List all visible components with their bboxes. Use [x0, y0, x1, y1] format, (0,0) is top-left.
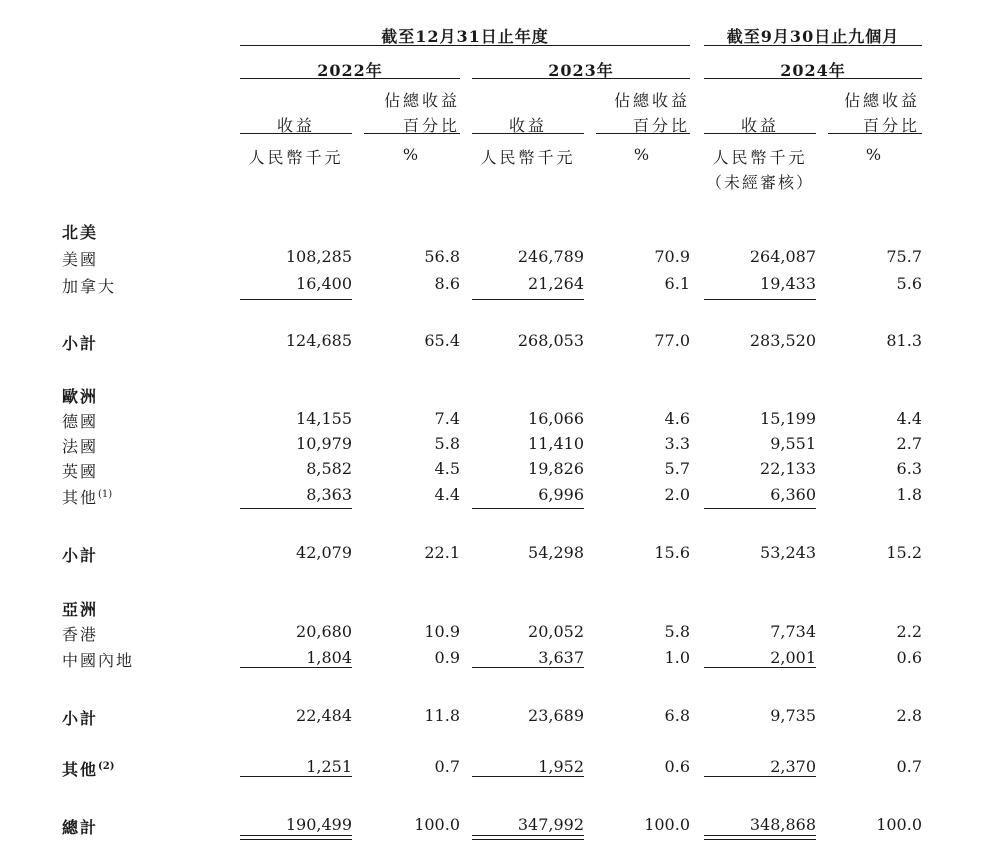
revenue-cell: 348,868 [749, 815, 816, 834]
percentage-cell: 100.0 [644, 815, 690, 834]
revenue-cell: 54,298 [528, 543, 584, 562]
revenue-cell: 2,370 [770, 757, 816, 776]
revenue-rule [240, 133, 352, 134]
percentage-cell: 0.7 [896, 757, 922, 776]
row-label [62, 331, 98, 354]
revenue-cell: 3,637 [538, 648, 584, 667]
revenue-cell: 10,979 [296, 434, 352, 453]
revenue-rule [704, 133, 816, 134]
revenue-cell: 7,734 [770, 622, 816, 641]
pct-label-line1: 佔總收益 [613, 91, 690, 110]
year-rule-2023 [472, 78, 690, 79]
revenue-cell: 19,826 [528, 459, 584, 478]
revenue-cell: 8,363 [306, 485, 352, 504]
percentage-cell: 5.8 [434, 434, 460, 453]
subtotal-rule [472, 299, 584, 300]
row-label [62, 459, 98, 482]
grand-total-double-rule [704, 835, 816, 840]
revenue-cell: 2,001 [770, 648, 816, 667]
percentage-cell: 2.8 [896, 706, 922, 725]
row-label-text: 北美 [62, 223, 99, 242]
row-label-text: 其他 [62, 488, 99, 507]
revenue-cell: 20,680 [296, 622, 352, 641]
row-label-text: 小計 [62, 709, 99, 728]
unit-pct: % [402, 145, 422, 164]
percentage-cell: 10.9 [424, 622, 460, 641]
pct-rule [364, 133, 460, 134]
revenue-rule [472, 133, 584, 134]
percentage-cell: 0.6 [896, 648, 922, 667]
row-label-text: 加拿大 [62, 277, 117, 296]
revenue-cell: 20,052 [528, 622, 584, 641]
row-label-text: 其他 [62, 760, 99, 779]
percentage-cell: 15.6 [654, 543, 690, 562]
percentage-cell: 5.8 [664, 622, 690, 641]
revenue-cell: 53,243 [760, 543, 816, 562]
footnote-marker: (2) [98, 761, 115, 772]
revenue-label: 收益 [276, 116, 315, 135]
percentage-cell: 3.3 [664, 434, 690, 453]
row-label-text: 德國 [62, 412, 99, 431]
row-label [62, 543, 98, 566]
revenue-cell: 15,199 [760, 409, 816, 428]
percentage-cell: 6.3 [896, 459, 922, 478]
year-rule-2022 [240, 78, 460, 79]
unit-rmb: 人民幣千元 [712, 148, 808, 167]
unit-pct: % [865, 145, 885, 164]
row-label-text: 小計 [62, 334, 99, 353]
row-label [62, 434, 98, 457]
subtotal-rule [704, 299, 816, 300]
revenue-cell: 6,360 [770, 485, 816, 504]
subtotal-rule [704, 508, 816, 509]
grand-total-double-rule [472, 835, 584, 840]
percentage-cell: 5.7 [664, 459, 690, 478]
row-label [62, 757, 114, 780]
row-label-text: 美國 [62, 250, 99, 269]
revenue-cell: 21,264 [528, 274, 584, 293]
revenue-cell: 14,155 [296, 409, 352, 428]
percentage-cell: 1.8 [896, 485, 922, 504]
row-label [62, 384, 98, 407]
subtotal-rule [472, 667, 584, 668]
unit-pct: % [633, 145, 653, 164]
subtotal-rule [704, 776, 816, 777]
percentage-cell: 22.1 [424, 543, 460, 562]
percentage-cell: 7.4 [434, 409, 460, 428]
percentage-cell: 0.7 [434, 757, 460, 776]
pct-label-line2: 百分比 [402, 116, 460, 135]
subtotal-rule [240, 508, 352, 509]
revenue-cell: 23,689 [528, 706, 584, 725]
row-label-text: 中國內地 [62, 651, 135, 670]
percentage-cell: 4.6 [664, 409, 690, 428]
row-label [62, 648, 134, 671]
row-label [62, 622, 98, 645]
row-label [62, 485, 112, 508]
revenue-cell: 347,992 [517, 815, 584, 834]
percentage-cell: 100.0 [414, 815, 460, 834]
revenue-cell: 264,087 [749, 247, 816, 266]
revenue-cell: 8,582 [306, 459, 352, 478]
percentage-cell: 6.8 [664, 706, 690, 725]
year-end-title: 截至12月31日止年度 [381, 27, 549, 46]
percentage-cell: 75.7 [886, 247, 922, 266]
revenue-label: 收益 [740, 116, 779, 135]
subtotal-rule [472, 776, 584, 777]
revenue-cell: 246,789 [517, 247, 584, 266]
row-label [62, 815, 98, 838]
percentage-cell: 4.4 [434, 485, 460, 504]
pct-label-line2: 百分比 [632, 116, 690, 135]
revenue-cell: 16,066 [528, 409, 584, 428]
row-label-text: 總計 [62, 818, 99, 837]
revenue-cell: 22,484 [296, 706, 352, 725]
revenue-cell: 9,735 [770, 706, 816, 725]
subtotal-rule [472, 508, 584, 509]
revenue-cell: 16,400 [296, 274, 352, 293]
revenue-cell: 283,520 [749, 331, 816, 350]
year-header-2024: 2024年 [780, 61, 846, 80]
percentage-cell: 77.0 [654, 331, 690, 350]
percentage-cell: 2.7 [896, 434, 922, 453]
percentage-cell: 5.6 [896, 274, 922, 293]
row-label-text: 法國 [62, 437, 99, 456]
subtotal-rule [240, 299, 352, 300]
footnote-marker: (1) [98, 489, 113, 500]
percentage-cell: 6.1 [664, 274, 690, 293]
row-label-text: 小計 [62, 546, 99, 565]
row-label [62, 409, 98, 432]
row-label [62, 220, 98, 243]
percentage-cell: 70.9 [654, 247, 690, 266]
percentage-cell: 65.4 [424, 331, 460, 350]
row-label [62, 706, 98, 729]
row-label-text: 歐洲 [62, 387, 99, 406]
revenue-cell: 108,285 [285, 247, 352, 266]
pct-label-line1: 佔總收益 [383, 91, 460, 110]
revenue-cell: 190,499 [285, 815, 352, 834]
year-rule-2024 [704, 78, 922, 79]
percentage-cell: 15.2 [886, 543, 922, 562]
pct-rule [596, 133, 690, 134]
percentage-cell: 0.6 [664, 757, 690, 776]
unit-rmb: 人民幣千元 [248, 148, 344, 167]
percentage-cell: 2.2 [896, 622, 922, 641]
row-label-text: 亞洲 [62, 600, 99, 619]
row-label [62, 247, 98, 270]
revenue-cell: 42,079 [296, 543, 352, 562]
percentage-cell: 11.8 [424, 706, 460, 725]
percentage-cell: 1.0 [664, 648, 690, 667]
subtotal-rule [704, 667, 816, 668]
revenue-label: 收益 [508, 116, 547, 135]
row-label-text: 香港 [62, 625, 99, 644]
revenue-cell: 11,410 [528, 434, 584, 453]
year-header-2022: 2022年 [317, 61, 383, 80]
row-label [62, 274, 116, 297]
unaudited-note: （未經審核） [705, 173, 814, 192]
row-label [62, 597, 98, 620]
revenue-cell: 19,433 [760, 274, 816, 293]
unit-rmb: 人民幣千元 [480, 148, 576, 167]
revenue-cell: 1,804 [306, 648, 352, 667]
grand-total-double-rule [240, 835, 352, 840]
pct-label-line1: 佔總收益 [843, 91, 920, 110]
pct-rule [828, 133, 922, 134]
revenue-cell: 1,952 [538, 757, 584, 776]
revenue-cell: 268,053 [517, 331, 584, 350]
year-header-2023: 2023年 [548, 61, 614, 80]
pct-label-line2: 百分比 [862, 116, 920, 135]
percentage-cell: 4.5 [434, 459, 460, 478]
nine-month-title: 截至9月30日止九個月 [726, 27, 900, 46]
revenue-cell: 1,251 [306, 757, 352, 776]
revenue-cell: 6,996 [538, 485, 584, 504]
percentage-cell: 81.3 [886, 331, 922, 350]
revenue-cell: 124,685 [285, 331, 352, 350]
nine-month-rule [704, 45, 922, 46]
year-end-rule [240, 45, 690, 46]
percentage-cell: 100.0 [876, 815, 922, 834]
percentage-cell: 4.4 [896, 409, 922, 428]
subtotal-rule [240, 667, 352, 668]
revenue-cell: 9,551 [770, 434, 816, 453]
revenue-cell: 22,133 [760, 459, 816, 478]
subtotal-rule [240, 776, 352, 777]
percentage-cell: 2.0 [664, 485, 690, 504]
percentage-cell: 8.6 [434, 274, 460, 293]
row-label-text: 英國 [62, 462, 99, 481]
percentage-cell: 56.8 [424, 247, 460, 266]
percentage-cell: 0.9 [434, 648, 460, 667]
